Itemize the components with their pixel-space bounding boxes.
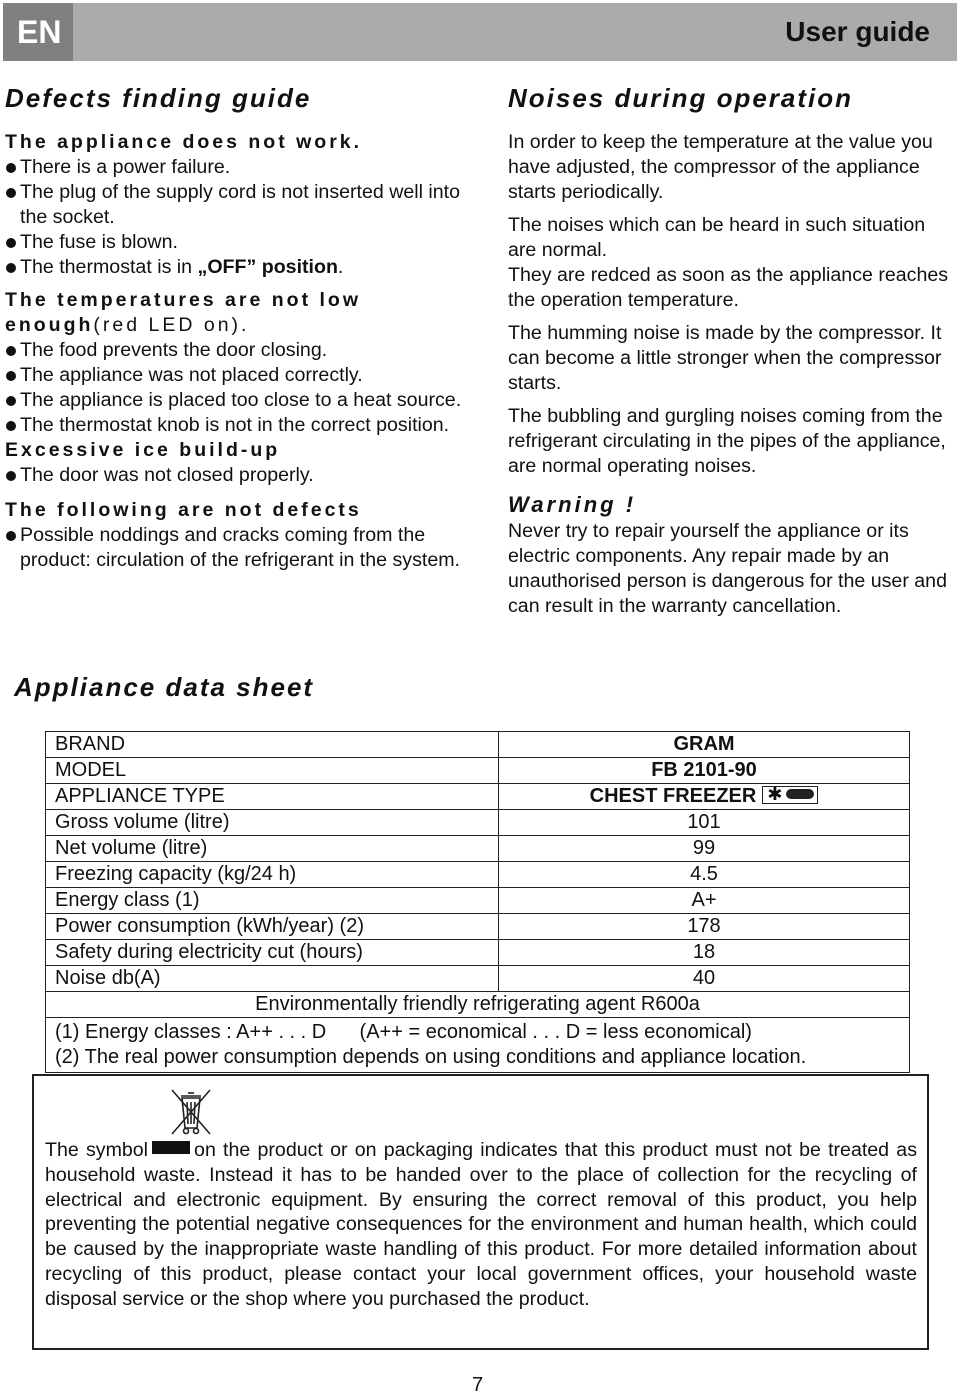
row-value: 101 [499,810,910,836]
table-row [46,732,910,758]
row-label: Gross volume (litre) [46,810,499,836]
footnote-energy-classes: (1) Energy classes : A++ . . . D (A++ = economical . . . D = less economical) [55,1021,752,1043]
page-number: 7 [472,1374,484,1396]
list-item: The food prevents the door closing. [5,338,475,363]
weee-notice-box [32,1074,929,1350]
crossed-out-bin-icon [166,1086,216,1138]
thermostat-prefix: The thermostat is in [20,256,198,278]
defect-list-ice [5,463,475,488]
defect-heading-ice: Excessive ice build-up [5,439,281,461]
defect-list-temperature [5,338,475,438]
defect-list-not-defects [5,523,475,573]
warning-text: Never try to repair yourself the appliance or its electric components. Any repair made by an unauthorised person is dangerous for the user and can result in the warranty cancellation. [508,520,947,617]
appliance-type-text: CHEST FREEZER [589,785,757,807]
table-row [46,836,910,862]
page-title: User guide [785,16,930,47]
table-row [46,888,910,914]
four-star-freezer-icon: ✱ [762,786,818,804]
list-item: Possible noddings and cracks coming from the product: circulation of the refrigerant in the system. [5,523,475,573]
row-value: A+ [499,888,910,914]
table-row [46,862,910,888]
weee-text-before: The symbol [45,1139,149,1161]
data-sheet-table [45,731,910,1073]
temperature-heading-text: The temperatures are not low enough [5,289,361,336]
row-value: 4.5 [499,862,910,888]
warning-title: Warning ! [508,492,637,517]
footnote-power-consumption: (2) The real power consumption depends on using conditions and appliance location. [55,1046,807,1068]
noises-paragraph: The noises which can be heard in such situation are normal. [508,214,926,261]
row-value-appliance-type [499,784,910,810]
table-row [46,940,910,966]
data-sheet-title: Appliance data sheet [14,672,315,702]
table-row [46,914,910,940]
row-value: 18 [499,940,910,966]
list-item-thermostat [5,255,475,280]
noises-paragraph: They are redced as soon as the appliance reaches the operation temperature. [508,264,949,311]
refrigerant-row: Environmentally friendly refrigerating agent R600a [46,992,910,1018]
row-value: 99 [499,836,910,862]
bin-bar-icon [152,1141,190,1154]
list-item: There is a power failure. [5,155,475,180]
temperature-heading-note: (red LED on). [93,314,250,336]
noises-paragraph: The humming noise is made by the compressor. It can become a little stronger when the compressor starts. [508,322,942,394]
table-row [46,992,910,1018]
thermostat-suffix: . [337,256,344,278]
table-row [46,758,910,784]
weee-text-after: on the product or on packaging indicates that this product must not be treated as household waste. Instead it has to be handed over to the place of collection for the recycling of electrical and electronic equipment. By ensuring the correct removal of this product, you help preventing the potential negative consequences for the environment and human health, which could be caused by the inappropriate waste handling of this product. For more detailed information about recycling of this product, please contact your local government offices, your household waste disposal service or the shop where you purchased the product. [45,1139,917,1310]
noises-paragraph: In order to keep the temperature at the value you have adjusted, the compressor of the appliance starts periodically. [508,131,933,203]
row-label: APPLIANCE TYPE [46,784,499,810]
list-item: The fuse is blown. [5,230,475,255]
row-label: Freezing capacity (kg/24 h) [46,862,499,888]
footnotes-cell [46,1018,910,1073]
table-row [46,810,910,836]
defect-heading-temperature [5,288,475,338]
row-label: Safety during electricity cut (hours) [46,940,499,966]
row-value: 178 [499,914,910,940]
row-value: GRAM [499,732,910,758]
row-label: Net volume (litre) [46,836,499,862]
row-value: FB 2101-90 [499,758,910,784]
noises-title: Noises during operation [508,83,854,113]
row-label: BRAND [46,732,499,758]
language-badge: EN [3,3,73,61]
weee-text [45,1138,917,1312]
defect-heading-not-defects: The following are not defects [5,499,362,521]
row-label: Energy class (1) [46,888,499,914]
row-label: MODEL [46,758,499,784]
noises-paragraph: The bubbling and gurgling noises coming from the refrigerant circulating in the pipes of the appliance, are normal operating noises. [508,405,946,477]
defects-title: Defects finding guide [5,83,312,113]
defect-list-not-work [5,155,475,280]
row-label: Noise db(A) [46,966,499,992]
noises-column [508,80,956,619]
list-item: The plug of the supply cord is not inserted well into the socket. [5,180,475,230]
defect-heading-not-work: The appliance does not work. [5,131,363,153]
list-item: The thermostat knob is not in the correct position. [5,413,475,438]
list-item: The appliance is placed too close to a heat source. [5,388,475,413]
table-row [46,1018,910,1073]
list-item: The door was not closed properly. [5,463,475,488]
row-label: Power consumption (kWh/year) (2) [46,914,499,940]
list-item: The appliance was not placed correctly. [5,363,475,388]
table-row [46,784,910,810]
row-value: 40 [499,966,910,992]
thermostat-off-position: „OFF” position [197,256,338,278]
defects-column [5,80,475,573]
table-row [46,966,910,992]
